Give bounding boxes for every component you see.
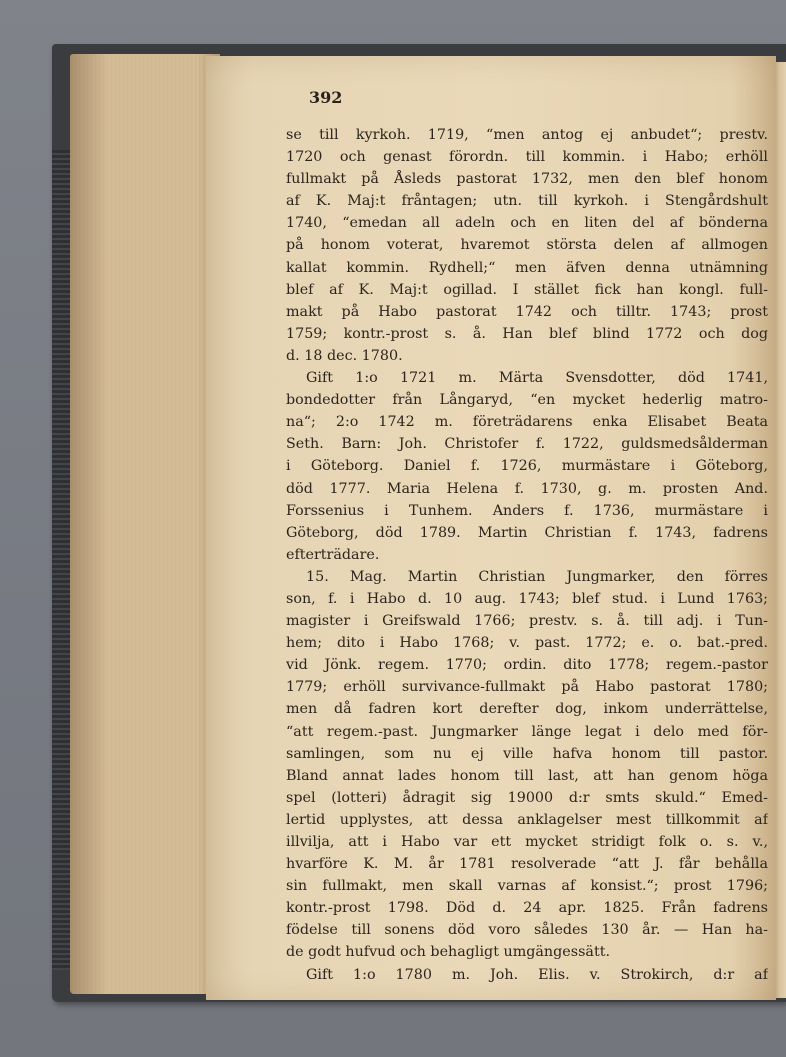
text-line: vid Jönk. regem. 1770; ordin. dito 1778; regem.-pastor (286, 657, 768, 674)
text-line: 1779; erhöll survivance-fullmakt på Habo pastorat 1780; (286, 679, 768, 696)
text-line: men då fadren kort derefter dog, inkom underrättelse, (286, 701, 768, 718)
text-line: samlingen, som nu ej ville hafva honom till pastor. (286, 745, 768, 762)
body-text (286, 124, 768, 986)
text-line: fullmakt på Åsleds pastorat 1732, men den blef honom (286, 171, 768, 188)
text-line: magister i Greifswald 1766; prestv. s. å. till adj. i Tun- (286, 613, 768, 630)
text-line: makt på Habo pastorat 1742 och tilltr. 1743; prost (286, 303, 768, 320)
book-page (206, 56, 776, 1000)
text-line: Göteborg, död 1789. Martin Christian f. 1743, fadrens (286, 524, 768, 541)
text-line: son, f. i Habo d. 10 aug. 1743; blef stud. i Lund 1763; (286, 590, 768, 607)
text-line: 1720 och genast förordn. till kommin. i Habo; erhöll (286, 149, 768, 166)
text-line: Gift 1:o 1780 m. Joh. Elis. v. Strokirch, d:r af (306, 966, 768, 983)
text-line: “att regem.-past. Jungmarker länge legat i delo med för- (286, 723, 768, 740)
text-line: af K. Maj:t fråntagen; utn. till kyrkoh. i Stengårdshult (286, 193, 768, 210)
text-line: Forssenius i Tunhem. Anders f. 1736, murmästare i (286, 502, 768, 519)
text-line: lertid upplystes, att dessa anklagelser mest tillkommit af (286, 811, 768, 828)
text-line: sin fullmakt, men skall varnas af konsist.“; prost 1796; (286, 878, 768, 895)
text-line: 15. Mag. Martin Christian Jungmarker, den förres (306, 568, 768, 585)
text-line: på honom voterat, hvaremot största delen af allmogen (286, 237, 768, 254)
page-number: 392 (309, 88, 343, 107)
text-line: födelse till sonens död voro således 130 år. — Han ha- (286, 922, 768, 939)
text-line: efterträdare. (286, 546, 380, 563)
text-line: 1759; kontr.-prost s. å. Han blef blind 1772 och dog (286, 325, 768, 342)
text-line: i Göteborg. Daniel f. 1726, murmästare i Göteborg, (286, 458, 768, 475)
text-line: de godt hufvud och behagligt umgängessätt. (286, 944, 610, 961)
text-line: Seth. Barn: Joh. Christofer f. 1722, guldsmedsålderman (286, 436, 768, 453)
text-line: illvilja, att i Habo var ett mycket stridigt folk o. s. v., (286, 834, 768, 850)
text-line: 1740, “emedan all adeln och en liten del af bönderna (286, 215, 768, 232)
text-line: hvarföre K. M. år 1781 resolverade “att J. får behålla (286, 856, 768, 873)
text-line: spel (lotteri) ådragit sig 19000 d:r smts skuld.“ Emed- (286, 789, 768, 806)
text-line: hem; dito i Habo 1768; v. past. 1772; e. o. bat.-pred. (286, 635, 768, 652)
text-line: d. 18 dec. 1780. (286, 347, 403, 364)
text-line: kallat kommin. Rydhell;“ men äfven denna utnämning (286, 259, 768, 276)
text-line: na“; 2:o 1742 m. företrädarens enka Elisabet Beata (286, 414, 768, 431)
text-line: död 1777. Maria Helena f. 1730, g. m. prosten And. (286, 480, 768, 497)
page-stack-shadow (70, 54, 220, 994)
text-line: se till kyrkoh. 1719, “men antog ej anbudet“; prestv. (286, 127, 768, 143)
text-line: Gift 1:o 1721 m. Märta Svensdotter, död 1741, (306, 370, 768, 387)
text-line: bondedotter från Långaryd, “en mycket hederlig matro- (286, 392, 768, 409)
text-line: kontr.-prost 1798. Död d. 24 apr. 1825. Från fadrens (286, 900, 768, 917)
text-line: blef af K. Maj:t ogillad. I stället fick han kongl. full- (286, 281, 768, 298)
text-line: Bland annat lades honom till last, att han genom höga (286, 767, 768, 784)
